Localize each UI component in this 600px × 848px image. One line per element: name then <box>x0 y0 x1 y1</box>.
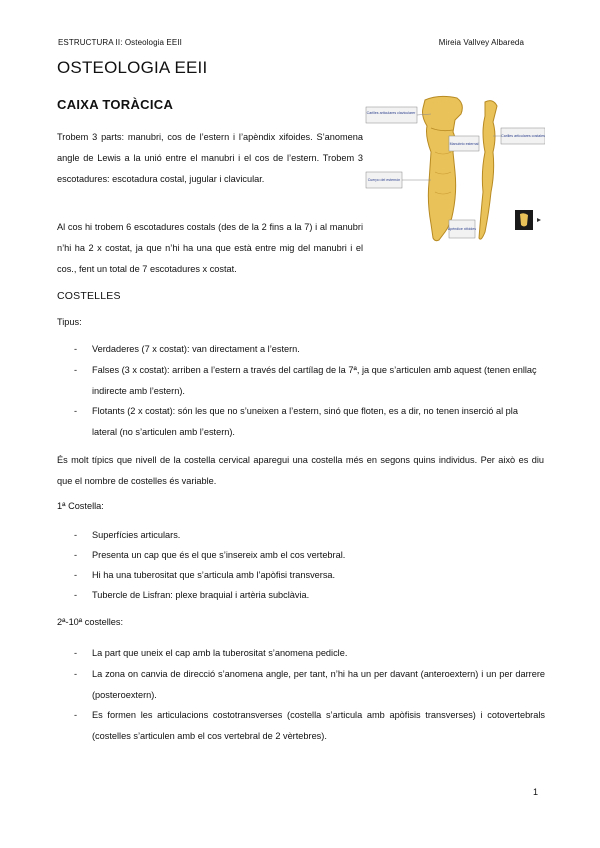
section-heading-caixa: CAIXA TORÀCICA <box>57 97 174 112</box>
list-item: - Hi ha una tuberositat que s’articula amb l’apòfisi transversa. <box>57 565 545 585</box>
list-item: - Presenta un cap que és el que s’insereix amb el cos vertebral. <box>57 545 545 565</box>
list-item: - Tubercle de Lisfran: plexe braquial i artèria subclàvia. <box>57 585 545 605</box>
sternum-illustration <box>365 92 545 252</box>
header-right: Mireia Vallvey Albareda <box>438 38 524 47</box>
tipus-list <box>57 339 545 443</box>
label-carilles-cost: Carilles articulares costales <box>501 134 545 138</box>
sternum-lateral-shape <box>479 101 497 239</box>
page-number: 1 <box>532 787 538 797</box>
paragraph-caixa-1: Trobem 3 parts: manubri, cos de l’estern i l’apèndix xifoides. S’anomena angle de Lewis a la unió entre el manubri i el cos de l’estern. Trobem 3 escotadures: escotadura costal, jugular i clavicular. <box>57 132 363 184</box>
primera-costella-heading: 1ª Costella: <box>57 501 104 511</box>
label-manubrio: Manubrio esternal <box>449 142 479 146</box>
label-apendice: Apéndice xifoides <box>447 227 477 231</box>
list-item: - Verdaderes (7 x costat): van directament a l’estern. <box>57 339 545 360</box>
list-item: - Falses (3 x costat): arriben a l’estern a través del cartílag de la 7ª, ja que s’articulen amb aquest (tenen enllaç indirecte amb l’estern). <box>57 360 545 402</box>
label-cuerpo: Cuerpo del esternón <box>367 178 401 182</box>
list-item: - Flotants (2 x costat): són les que no s’uneixen a l’estern, sinó que floten, es a dir, no tenen inserció al pla lateral (no s’articulen amb l’estern). <box>57 401 545 443</box>
label-carilles-clav: Carilles articulares clavicularer <box>366 111 416 115</box>
list-item: - La zona on canvia de direcció s’anomena angle, per tant, n’hi ha un per davant (anteroextern) i un per darrere (posteroextern). <box>57 664 545 706</box>
list-item: - Superfícies articulars. <box>57 525 545 545</box>
paragraph-cervical: És molt típics que nivell de la costella cervical aparegui una costella més en segons quins individus. Per això es diu que el nombre de costelles és variable. <box>57 455 544 486</box>
section-heading-costelles: COSTELLES <box>57 290 121 302</box>
sternum-figure <box>365 92 545 252</box>
primera-costella-list <box>57 525 545 605</box>
list-item: - Es formen les articulacions costotransverses (costella s’articula amb apòfisis transverses) i cotovertebrals (costelles s’articulen amb el cos vertebral de 2 vèrtebres). <box>57 705 545 747</box>
tipus-label: Tipus: <box>57 317 82 327</box>
list-item: - La part que uneix el cap amb la tuberositat s’anomena pedicle. <box>57 643 545 664</box>
segona-costelles-heading: 2ª-10ª costelles: <box>57 617 124 627</box>
page-title: OSTEOLOGIA EEII <box>57 58 208 77</box>
segona-costelles-list <box>57 643 545 747</box>
paragraph-caixa-2: Al cos hi trobem 6 escotadures costals (des de la 2 fins a la 7) i al manubri n’hi ha 2 x costat, ja que n’hi ha una que està entre mig del manubri i el cos., fent un total de 7 escotadures x costat. <box>57 222 363 274</box>
sternum-anterior-shape <box>423 96 463 240</box>
header-left: ESTRUCTURA II: Osteologia EEII <box>58 38 182 47</box>
